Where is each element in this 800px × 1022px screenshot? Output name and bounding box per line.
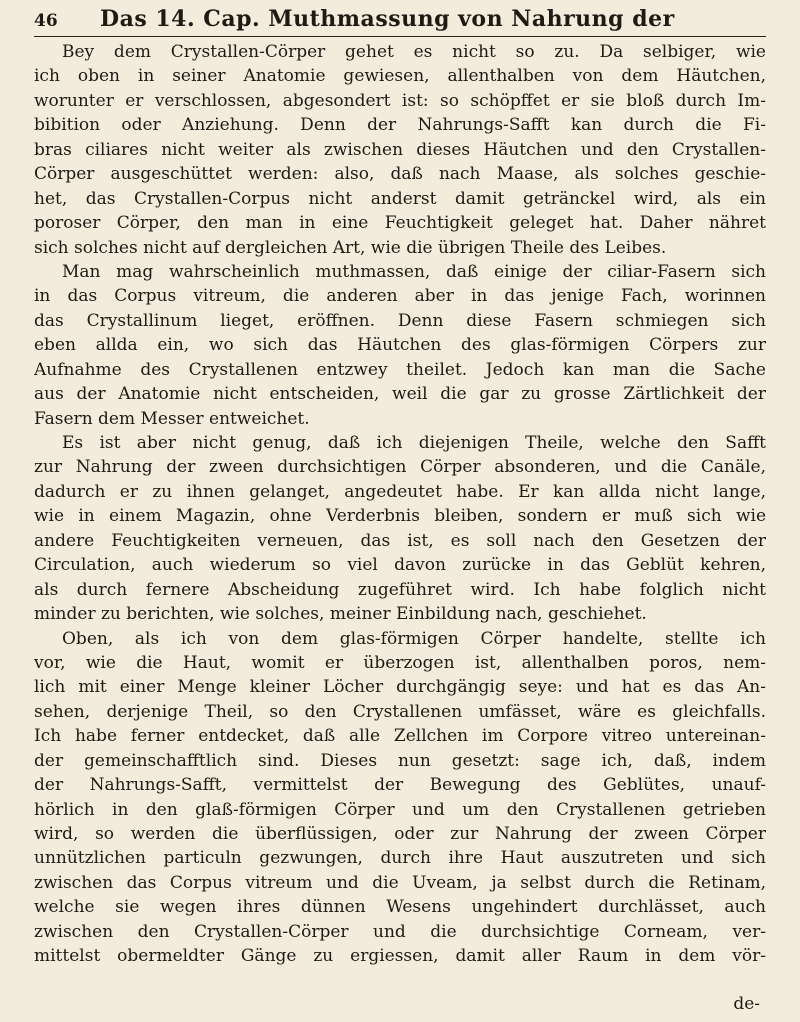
text-line: wird, so werden die überflüssigen, oder zur Nahrung der zween Cörper (34, 824, 766, 844)
page-header (34, 6, 766, 37)
text-line: eben allda ein, wo sich das Häutchen des glas-förmigen Cörpers zur (34, 335, 766, 356)
text-line: vor, wie die Haut, womit er überzogen ist, allenthalben poros, nem- (34, 652, 766, 673)
text-line: sich solches nicht auf dergleichen Art, wie die übrigen Theile des Leibes. (34, 237, 667, 258)
text-line: aus der Anatomie nicht entscheiden, weil die gar zu grosse Zärtlichkeit der (34, 384, 766, 405)
text-line: der gemeinschafftlich sind. Dieses nun gesetzt: sage ich, daß, indem (34, 750, 766, 771)
text-line: unnützlichen particuln gezwungen, durch ihre Haut auszutreten und sich (34, 848, 766, 869)
running-head: Das 14. Cap. Muthmassung von Nahrung der (100, 6, 675, 32)
text-line: zur Nahrung der zween durchsichtigen Cörper absonderen, und die Canäle, (34, 457, 766, 478)
text-line: in das Corpus vitreum, die anderen aber in das jenige Fach, worinnen (34, 286, 766, 307)
text-line: Oben, als ich von dem glas-förmigen Cörper handelte, stellte ich (62, 628, 766, 649)
text-line: minder zu berichten, wie solches, meiner Einbildung nach, geschiehet. (34, 604, 647, 625)
text-line: het, das Crystallen-Corpus nicht anderst damit getränckel wird, als ein (34, 188, 766, 209)
text-line: andere Feuchtigkeiten verneuen, das ist, es soll nach den Gesetzen der (34, 530, 766, 551)
text-line: sehen, derjenige Theil, so den Crystallenen umfässet, wäre es gleichfalls. (34, 701, 766, 722)
text-line: Es ist aber nicht genug, daß ich diejenigen Theile, welche den Safft (62, 433, 766, 453)
text-line: bras ciliares nicht weiter als zwischen dieses Häutchen und den Crystallen- (34, 139, 766, 160)
text-line: das Crystallinum lieget, eröffnen. Denn diese Fasern schmiegen sich (34, 310, 766, 331)
text-line: dadurch er zu ihnen gelanget, angedeutet habe. Er kan allda nicht lange, (34, 481, 766, 502)
text-line: zwischen den Crystallen-Cörper und die durchsichtige Corneam, ver- (34, 921, 766, 942)
text-line: Man mag wahrscheinlich muthmassen, daß einige der ciliar-Fasern sich (62, 261, 766, 282)
text-line: Aufnahme des Crystallenen entzwey theilet. Jedoch kan man die Sache (34, 359, 766, 380)
text-line: poroser Cörper, den man in eine Feuchtigkeit geleget hat. Daher nähret (34, 213, 766, 234)
page-number: 46 (34, 11, 58, 31)
catchword: de- (733, 994, 760, 1014)
text-line: Ich habe ferner entdecket, daß alle Zellchen im Corpore vitreo untereinan- (34, 726, 766, 747)
text-line: der Nahrungs-Safft, vermittelst der Bewegung des Geblütes, unauf- (34, 775, 766, 796)
text-line: bibition oder Anziehung. Denn der Nahrungs-Safft kan durch die Fi- (34, 115, 766, 136)
text-line: Cörper ausgeschüttet werden: also, daß nach Maase, als solches geschie- (34, 164, 766, 185)
text-line: ich oben in seiner Anatomie gewiesen, allenthalben von dem Häutchen, (34, 66, 766, 87)
text-line: welche sie wegen ihres dünnen Wesens ungehindert durchlässet, auch (34, 897, 766, 918)
text-line: Circulation, auch wiederum so viel davon zurücke in das Geblüt kehren, (34, 555, 766, 576)
text-line: Fasern dem Messer entweichet. (34, 408, 310, 429)
text-line: mittelst obermeldter Gänge zu ergiessen, damit aller Raum in dem vör- (34, 946, 766, 967)
body-text (34, 40, 766, 969)
text-line: Bey dem Crystallen-Cörper gehet es nicht so zu. Da selbiger, wie (62, 42, 766, 62)
text-line: zwischen das Corpus vitreum und die Uveam, ja selbst durch die Retinam, (34, 872, 766, 893)
text-line: wie in einem Magazin, ohne Verderbnis bleiben, sondern er muß sich wie (34, 506, 766, 527)
text-line: als durch fernere Abscheidung zugeführet wird. Ich habe folglich nicht (34, 579, 766, 600)
text-line: lich mit einer Menge kleiner Löcher durchgängig seye: und hat es das An- (34, 677, 766, 698)
text-line: hörlich in den glaß-förmigen Cörper und um den Crystallenen getrieben (34, 799, 766, 820)
text-line: worunter er verschlossen, abgesondert ist: so schöpffet er sie bloß durch Im- (34, 90, 766, 111)
